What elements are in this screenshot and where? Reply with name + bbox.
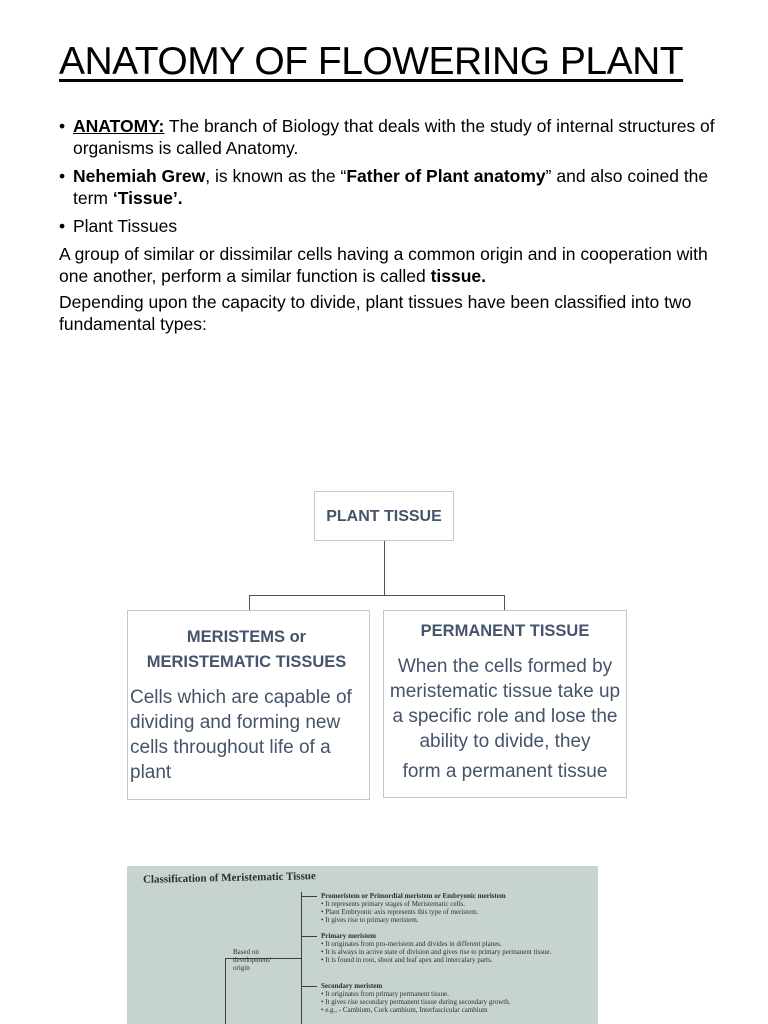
anatomy-term: ANATOMY: (73, 116, 165, 136)
scan-bracket-vertical (301, 892, 302, 1024)
connector-horizontal (249, 595, 505, 596)
scan-group-2-item: • It is found in root, shoot and leaf apex and intercalary parts. (321, 956, 493, 964)
bullet-grew (59, 165, 739, 209)
scan-group-3-heading: Secondary meristem (321, 982, 383, 990)
meristem-classification-scan (127, 866, 598, 1024)
scan-side-label: Based on development/ origin (233, 948, 272, 972)
scan-group-3-item: • e.g., - Cambium, Cork cambium, Interfascicular cambium (321, 1006, 488, 1014)
scan-group-3-item: • It gives rise secondary permanent tissue during secondary growth. (321, 998, 511, 1006)
tissue-definition-text: A group of similar or dissimilar cells having a common origin and in cooperation with one another, perform a similar function is called (59, 244, 708, 286)
scan-trunk-line (225, 958, 226, 1024)
scan-bracket-top (301, 896, 317, 897)
classification-intro: Depending upon the capacity to divide, plant tissues have been classified into two fundamental types: (59, 292, 692, 334)
grew-father: Father of Plant anatomy (346, 166, 546, 186)
scan-group-1 (321, 892, 593, 924)
plant-tissue-box: PLANT TISSUE (314, 491, 454, 541)
scan-group-2-heading: Primary meristem (321, 932, 376, 940)
scan-group-2-item: • It originates from pro-meristem and divides in different planes. (321, 940, 502, 948)
anatomy-definition: The branch of Biology that deals with the study of internal structures of organisms is called Anatomy. (73, 116, 715, 158)
permanent-tissue-box (383, 610, 627, 798)
grew-text-2: ” and also coined the term (73, 166, 709, 208)
page-title: ANATOMY OF FLOWERING PLANT (59, 40, 684, 83)
meristems-description: Cells which are capable of dividing and forming new cells throughout life of a plant (130, 687, 352, 783)
bullet-anatomy (59, 115, 739, 159)
scan-group-1-heading: Promeristem or Primordial meristem or Embryonic meristem (321, 892, 506, 900)
grew-text-1: , is known as the “ (205, 166, 347, 186)
permanent-tissue-desc-1: When the cells formed by meristematic tissue take up a specific role and lose the ability to divide, they (389, 656, 621, 752)
body-text (59, 115, 739, 335)
scan-bracket-mid (301, 936, 317, 937)
tissue-word: tissue. (430, 266, 487, 286)
scan-group-2 (321, 932, 593, 964)
permanent-tissue-heading: PERMANENT TISSUE (420, 622, 590, 640)
bullet-dot: • (59, 166, 66, 186)
plant-tissues-label: Plant Tissues (73, 216, 178, 236)
grew-tissue: ‘Tissue’. (112, 188, 183, 208)
scan-group-2-item: • It is always in active state of division and gives rise to primary permanent tissue. (321, 948, 552, 956)
scan-bracket-bottom (301, 986, 317, 987)
bullet-dot: • (59, 216, 66, 236)
scan-group-1-item: • Plant Embryonic axis represents this type of meristem. (321, 908, 479, 916)
scan-title: Classification of Meristematic Tissue (142, 870, 316, 886)
grew-name: Nehemiah Grew (73, 166, 206, 186)
permanent-tissue-description (388, 654, 622, 784)
connector-right-down (504, 595, 505, 610)
tissue-definition (59, 243, 739, 287)
connector-left-down (249, 595, 250, 610)
meristems-box (127, 610, 370, 800)
scan-group-3 (321, 982, 593, 1014)
meristems-heading-2: MERISTEMATIC TISSUES (146, 653, 347, 671)
scan-group-1-item: • It gives rise to primary meristem. (321, 916, 419, 924)
connector-root-down (384, 541, 385, 596)
meristems-heading-1: MERISTEMS or (186, 628, 307, 646)
scan-group-1-item: • It represents primary stages of Meristematic cells. (321, 900, 465, 908)
permanent-tissue-desc-2: form a permanent tissue (402, 761, 608, 782)
bullet-plant-tissues (59, 215, 739, 237)
bullet-dot: • (59, 116, 66, 136)
scan-group-3-item: • It originates from primary permanent tissue. (321, 990, 449, 998)
